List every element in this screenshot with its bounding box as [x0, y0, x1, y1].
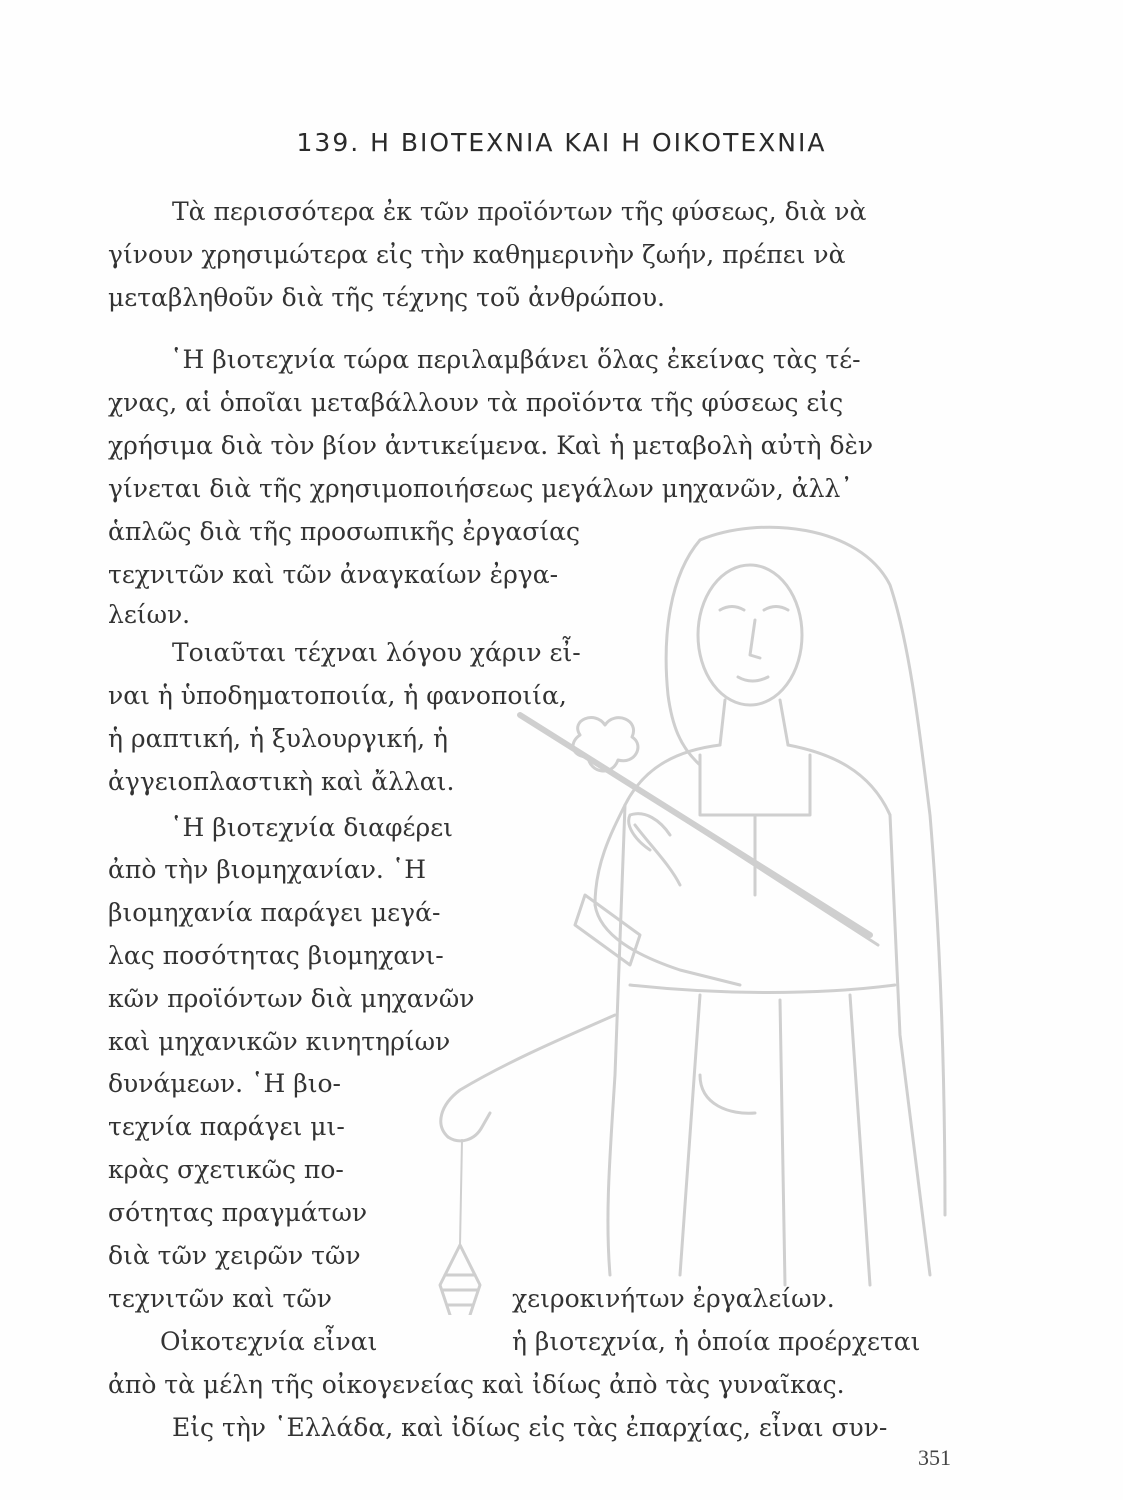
text-line: διὰ τῶν χειρῶν τῶν: [108, 1241, 361, 1270]
text-line: σότητας πραγμάτων: [108, 1198, 368, 1227]
text-line: Τὰ περισσότερα ἐκ τῶν προϊόντων τῆς φύσεως, διὰ νὰ: [172, 197, 867, 226]
text-line: ἀπὸ τὴν βιομηχανίαν. ῾Η: [108, 855, 427, 884]
nose-line: [750, 620, 760, 658]
face-outline: [698, 565, 802, 705]
raised-arm-inner: [635, 825, 680, 885]
text-line: ἀπὸ τὰ μέλη τῆς οἰκογενείας καὶ ἰδίως ἀπὸ τὰς γυναῖκας.: [108, 1370, 845, 1399]
shoulder-right: [788, 745, 890, 815]
mouth-line: [738, 677, 768, 681]
text-line: κῶν προϊόντων διὰ μηχανῶν: [108, 984, 475, 1013]
text-line: ναι ἡ ὑποδηματοποιία, ἡ φανοποιία,: [108, 681, 567, 710]
text-line: γίνουν χρησιμώτερα εἰς τὴν καθημερινὴν ζωήν, πρέπει νὰ: [108, 240, 846, 269]
text-line: ἡ ραπτική, ἡ ξυλουργική, ἡ: [108, 724, 448, 753]
right-eye-icon: [764, 607, 788, 611]
text-line: λας ποσότητας βιομηχανι-: [108, 941, 444, 970]
text-line: ῾Η βιοτεχνία διαφέρει: [170, 813, 453, 842]
text-line: χνας, αἱ ὁποῖαι μεταβάλλουν τὰ προϊόντα τῆς φύσεως εἰς: [108, 388, 844, 417]
lower-hand: [448, 1113, 490, 1141]
body-right: [890, 815, 930, 1275]
text-line: Εἰς τὴν ῾Ελλάδα, καὶ ἰδίως εἰς τὰς ἐπαρχίας, εἶναι συν-: [172, 1413, 888, 1442]
text-line: τεχνία παράγει μι-: [108, 1112, 345, 1141]
shoulder-left: [625, 745, 720, 805]
text-line: τεχνιτῶν καὶ τῶν ἀναγκαίων ἐργα-: [108, 560, 559, 589]
text-line: ἀγγειοπλαστικὴ καὶ ἄλλαι.: [108, 767, 455, 796]
text-line: ἁπλῶς διὰ τῆς προσωπικῆς ἐργασίας: [108, 517, 581, 546]
text-line: ἡ βιοτεχνία, ἡ ὁποία προέρχεται: [512, 1327, 921, 1356]
distaff-stick-edge: [530, 720, 878, 945]
text-line: Τοιαῦται τέχναι λόγου χάριν εἶ-: [172, 638, 581, 667]
spindle-thread: [460, 1140, 462, 1245]
text-line: μεταβληθοῦν διὰ τῆς τέχνης τοῦ ἀνθρώπου.: [108, 283, 665, 312]
text-line: τεχνιτῶν καὶ τῶν: [108, 1284, 332, 1313]
neck-left: [720, 700, 725, 745]
text-line: Οἰκοτεχνία εἶναι: [160, 1327, 378, 1356]
text-line: κρὰς σχετικῶς πο-: [108, 1155, 344, 1184]
lower-arm: [441, 1015, 615, 1137]
page-number: 351: [918, 1445, 951, 1470]
wool-tuft: [573, 718, 638, 771]
waistband: [630, 985, 895, 993]
pocket: [700, 1075, 755, 1113]
text-line: δυνάμεων. ῾Η βιο-: [108, 1069, 342, 1098]
skirt-fold-2: [780, 1000, 785, 1285]
skirt-fold-1: [680, 995, 700, 1275]
collar: [700, 755, 810, 815]
text-line: γίνεται διὰ τῆς χρησιμοποιήσεως μεγάλων μηχανῶν, ἀλλ᾽: [108, 474, 853, 503]
text-line: καὶ μηχανικῶν κινητηρίων: [108, 1027, 451, 1056]
body-left: [608, 805, 625, 1275]
text-line: βιομηχανία παράγει μεγά-: [108, 898, 441, 927]
headscarf-inner: [666, 540, 700, 765]
left-eye-icon: [720, 607, 744, 611]
text-line: λείων.: [108, 600, 191, 629]
skirt-fold-3: [850, 995, 870, 1285]
neck-right: [780, 700, 788, 745]
text-line: χρήσιμα διὰ τὸν βίον ἀντικείμενα. Καὶ ἡ μεταβολὴ αὐτὴ δὲν: [108, 431, 874, 460]
text-line: ῾Η βιοτεχνία τώρα περιλαμβάνει ὅλας ἐκείνας τὰς τέ-: [170, 345, 861, 374]
text-line: χειροκινήτων ἐργαλείων.: [512, 1284, 835, 1313]
page-title: 139. Η ΒΙΟΤΕΧΝΙΑ ΚΑΙ Η ΟΙΚΟΤΕΧΝΙΑ: [296, 128, 827, 157]
